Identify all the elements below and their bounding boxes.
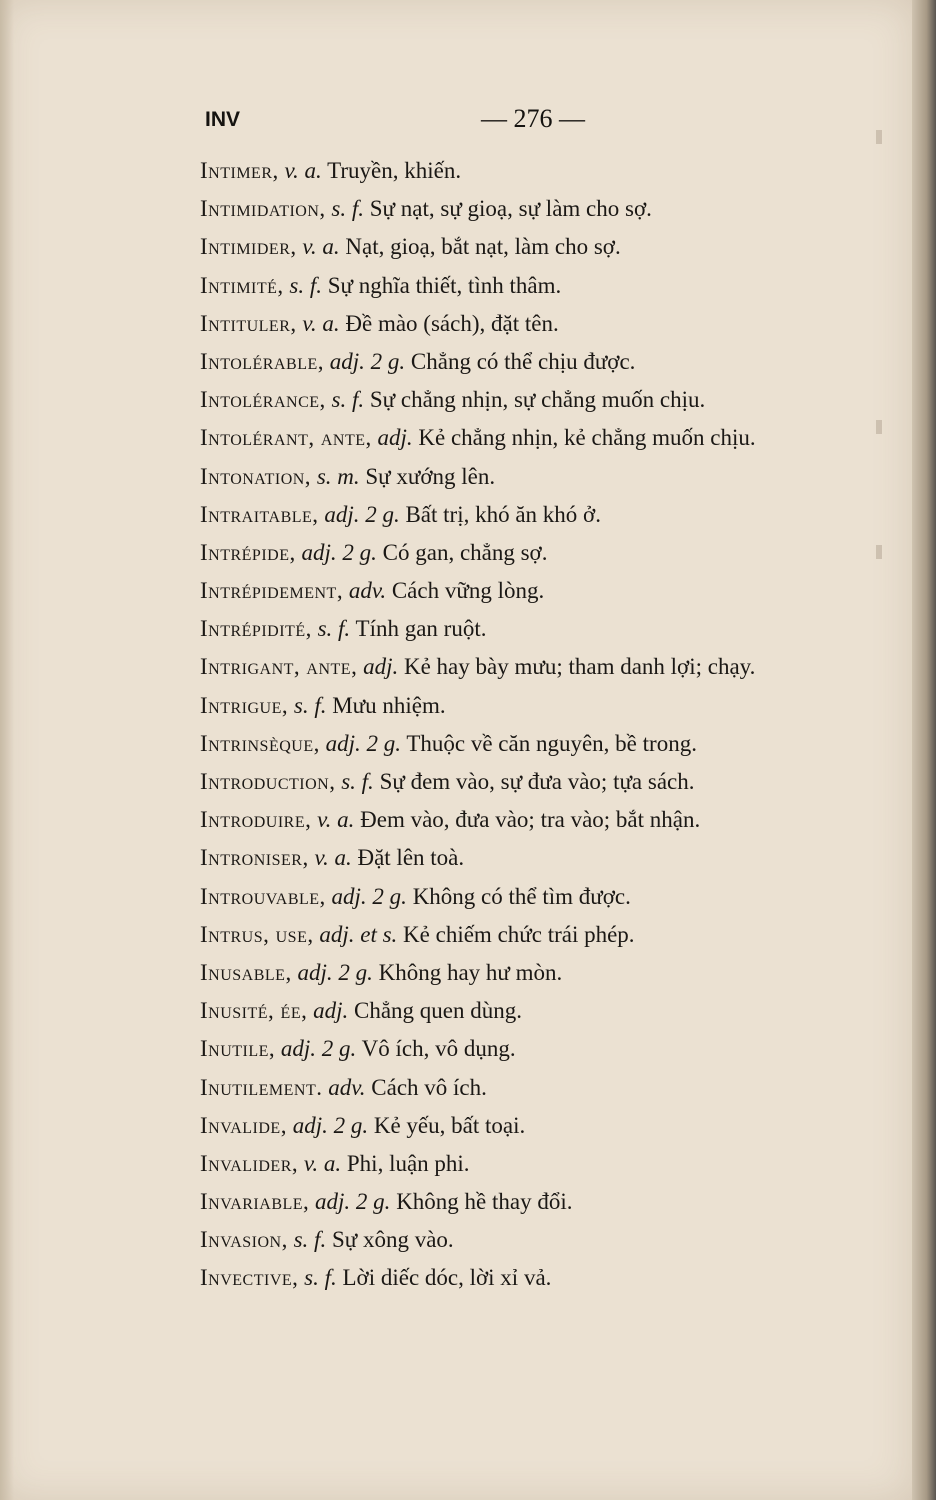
entry-headword: Inutile, (200, 1036, 276, 1062)
entry-gloss: Đem vào, đưa vào; tra vào; bắt nhận. (360, 807, 701, 833)
entry-headword: Inutilement. (200, 1074, 323, 1100)
entry-gloss: Thuộc về căn nguyên, bề trong. (406, 730, 697, 756)
entry-headword: Intrus, use, (200, 921, 314, 947)
entry-headword: Invalide, (200, 1112, 287, 1138)
entry-grammar: s. f. (293, 1227, 327, 1253)
entry-gloss: Cách vững lòng. (391, 578, 545, 604)
page-header (205, 100, 825, 140)
entry-headword: Introuvable, (200, 883, 326, 909)
entry-headword: Intolérance, (200, 387, 326, 413)
entry-grammar: adj. (313, 998, 349, 1024)
dictionary-entry (200, 1107, 900, 1145)
entry-gloss: Tính gan ruột. (355, 616, 487, 642)
dictionary-entry (200, 419, 900, 457)
dictionary-entry (200, 381, 900, 419)
dictionary-entry (200, 152, 900, 190)
entry-gloss: Bất trị, khó ăn khó ở. (405, 501, 601, 527)
entry-headword: Introniser, (200, 845, 309, 871)
dictionary-entry (200, 839, 900, 877)
bleed-through-mark (876, 545, 882, 559)
dictionary-entry (200, 228, 900, 266)
entry-headword: Intrépidement, (200, 578, 344, 604)
entry-gloss: Sự nghĩa thiết, tình thâm. (327, 272, 562, 298)
entry-headword: Intraitable, (200, 501, 319, 527)
entry-gloss: Mưu nhiệm. (332, 692, 446, 718)
entry-grammar: adj. 2 g. (292, 1112, 369, 1138)
entry-grammar: adj. 2 g. (324, 501, 400, 527)
entry-headword: Invalider, (200, 1150, 299, 1176)
entry-grammar: s. f. (293, 692, 327, 718)
entry-headword: Intolérable, (200, 348, 324, 374)
entry-grammar: adj. 2 g. (280, 1036, 357, 1062)
dictionary-entry (200, 267, 900, 305)
dictionary-entry (200, 878, 900, 916)
entry-gloss: Không hay hư mòn. (378, 959, 563, 985)
entry-gloss: Phi, luận phi. (346, 1150, 470, 1176)
entry-headword: Intimider, (200, 234, 297, 260)
entry-grammar: adj. 2 g. (297, 959, 373, 985)
dictionary-entry (200, 1221, 900, 1259)
entry-headword: Intrigant, ante, (200, 654, 358, 680)
entry-gloss: Sự xông vào. (331, 1227, 454, 1253)
entry-grammar: adj. et s. (319, 921, 398, 947)
entry-gloss: Vô ích, vô dụng. (361, 1036, 516, 1062)
entry-grammar: adj. (363, 654, 399, 680)
dictionary-entry (200, 1145, 900, 1183)
dictionary-entry (200, 572, 900, 610)
dictionary-entry (200, 763, 900, 801)
entry-headword: Intrépidité, (200, 616, 312, 642)
entry-grammar: v. a. (302, 310, 340, 336)
entry-grammar: s. f. (341, 769, 374, 794)
entry-grammar: adj. (377, 425, 413, 451)
dictionary-entry (200, 916, 900, 954)
entry-headword: Introduire, (200, 807, 312, 833)
entry-gloss: Sự chẳng nhịn, sự chẳng muốn chịu. (369, 387, 706, 413)
dictionary-entry (200, 610, 900, 648)
dictionary-entry (200, 954, 900, 992)
entry-headword: Introduction, (200, 769, 336, 794)
dictionary-entry (200, 305, 900, 343)
page-fold-shadow (0, 0, 14, 1500)
entry-grammar: adj. 2 g. (331, 883, 407, 909)
entry-gloss: Sự nạt, sự gioạ, sự làm cho sợ. (369, 196, 652, 222)
entry-grammar: adj. 2 g. (315, 1189, 391, 1215)
dictionary-entries (200, 152, 900, 1298)
dictionary-entry (200, 1069, 900, 1107)
entry-gloss: Không hề thay đổi. (396, 1189, 573, 1215)
entry-headword: Intonation, (200, 463, 312, 489)
entry-gloss: Cách vô ích. (371, 1074, 487, 1100)
dictionary-entry (200, 687, 900, 725)
entry-headword: Intimer, (200, 158, 279, 183)
entry-grammar: s. f. (317, 616, 351, 642)
entry-grammar: v. a. (314, 845, 352, 871)
entry-gloss: Kẻ hay bày mưu; tham danh lợi; chạy. (403, 654, 756, 680)
entry-headword: Invective, (200, 1265, 299, 1291)
entry-gloss: Truyền, khiến. (327, 158, 462, 183)
entry-grammar: s. f. (331, 196, 365, 222)
entry-gloss: Sự đem vào, sự đưa vào; tựa sách. (379, 769, 695, 794)
entry-gloss: Đề mào (sách), đặt tên. (345, 310, 559, 336)
entry-grammar: adj. 2 g. (325, 730, 401, 756)
entry-grammar: s. f. (304, 1265, 337, 1291)
entry-grammar: s. m. (316, 463, 360, 489)
bleed-through-mark (876, 130, 882, 144)
dictionary-entry (200, 343, 900, 381)
bleed-through-mark (876, 420, 882, 434)
dictionary-entry (200, 801, 900, 839)
entry-headword: Inusité, ée, (200, 998, 308, 1024)
entry-headword: Intituler, (200, 310, 297, 336)
entry-headword: Intrigue, (200, 692, 289, 718)
dictionary-entry (200, 534, 900, 572)
running-head: INV (205, 108, 241, 131)
entry-headword: Invasion, (200, 1227, 288, 1253)
entry-gloss: Chẳng quen dùng. (353, 998, 522, 1024)
entry-grammar: adj. 2 g. (329, 348, 406, 374)
entry-grammar: v. a. (303, 1150, 342, 1176)
dictionary-entry (200, 1183, 900, 1221)
entry-gloss: Đặt lên toà. (357, 845, 465, 871)
entry-gloss: Sự xướng lên. (365, 463, 496, 489)
entry-grammar: adv. (348, 578, 387, 604)
entry-headword: Intolérant, ante, (200, 425, 372, 451)
book-page-edge (912, 0, 936, 1500)
entry-headword: Intrépide, (200, 539, 296, 565)
entry-grammar: s. f. (331, 387, 365, 413)
entry-grammar: v. a. (284, 158, 322, 183)
entry-grammar: v. a. (317, 807, 355, 833)
entry-gloss: Lời diếc dóc, lời xỉ vả. (342, 1265, 552, 1291)
dictionary-entry (200, 1259, 900, 1297)
entry-grammar: adv. (328, 1074, 366, 1100)
entry-headword: Intimité, (200, 272, 284, 298)
dictionary-entry (200, 725, 900, 763)
entry-gloss: Có gan, chẳng sợ. (382, 539, 548, 565)
entry-gloss: Kẻ chẳng nhịn, kẻ chẳng muốn chịu. (418, 425, 756, 451)
page-number: — 276 — (481, 104, 585, 133)
dictionary-entry (200, 648, 900, 686)
dictionary-entry (200, 1030, 900, 1068)
entry-headword: Inusable, (200, 959, 292, 985)
dictionary-entry (200, 992, 900, 1030)
entry-gloss: Kẻ chiếm chức trái phép. (403, 921, 635, 947)
entry-gloss: Kẻ yếu, bất toại. (373, 1112, 526, 1138)
dictionary-entry (200, 190, 900, 228)
entry-headword: Intimidation, (200, 196, 326, 222)
dictionary-entry (200, 458, 900, 496)
entry-grammar: v. a. (302, 234, 340, 260)
entry-gloss: Không có thể tìm được. (412, 883, 631, 909)
entry-gloss: Nạt, gioạ, bắt nạt, làm cho sợ. (345, 234, 621, 260)
dictionary-entry (200, 496, 900, 534)
entry-headword: Invariable, (200, 1189, 310, 1215)
entry-grammar: adj. 2 g. (301, 539, 377, 565)
entry-headword: Intrinsèque, (200, 730, 320, 756)
entry-grammar: s. f. (289, 272, 323, 298)
entry-gloss: Chẳng có thể chịu được. (410, 348, 636, 374)
